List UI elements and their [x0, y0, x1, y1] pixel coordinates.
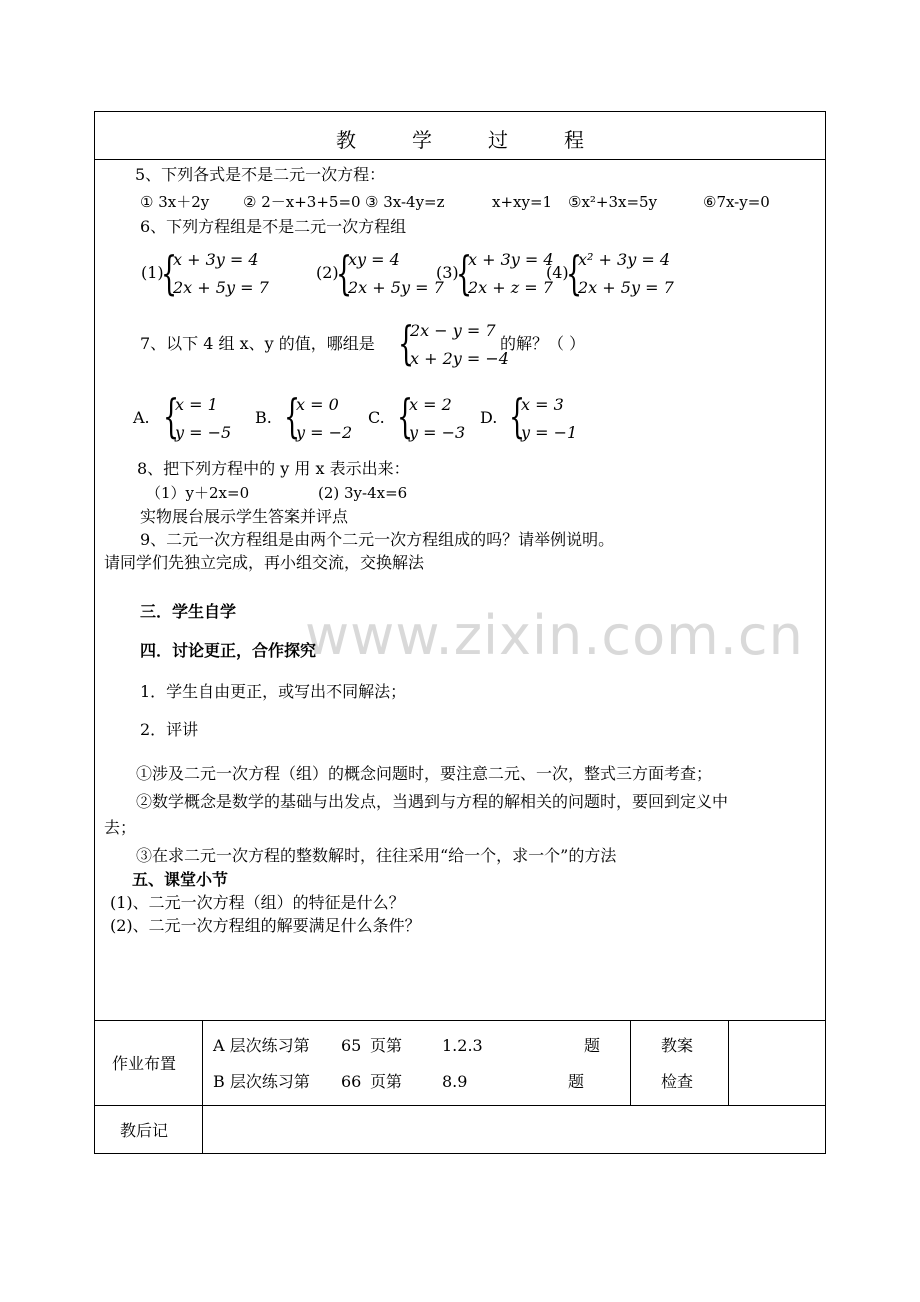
title-divider: [94, 159, 826, 160]
note-1: ①涉及二元一次方程（组）的概念问题时，要注意二元、一次，整式三方面考查；: [136, 764, 713, 783]
page-title: 教学过程: [336, 128, 640, 152]
q7-option-b-label: B.: [255, 408, 272, 427]
q7-option-a-label: A.: [133, 408, 150, 427]
q8-item-2: (2) 3y-4x=6: [318, 484, 408, 502]
q7-option-a-brace: {: [163, 389, 180, 443]
q5-item-5: ⑤x²+3x=5y: [568, 193, 658, 211]
q6-system-3-eq2: 2x + z = 7: [468, 278, 553, 297]
step-1: 1．学生自由更正，或写出不同解法；: [140, 682, 407, 701]
homework-b-mid: 页第: [370, 1072, 403, 1091]
q6-system-4-brace: {: [566, 246, 583, 300]
q6-system-4-label: (4): [546, 263, 569, 282]
check-col-divider-1: [630, 1020, 631, 1105]
q7-option-d-y: y = −1: [521, 423, 578, 442]
after-divider: [94, 1105, 826, 1106]
show-line: 实物展台展示学生答案并评点: [140, 507, 349, 526]
instruction-line: 请同学们先独立完成，再小组交流，交换解法: [104, 553, 425, 572]
q6-system-1-eq2: 2x + 5y = 7: [173, 278, 269, 297]
homework-a-mid: 页第: [370, 1036, 403, 1055]
q5-item-3: ③ 3x-4y=z: [365, 193, 445, 211]
q6-system-3-eq1: x + 3y = 4: [468, 250, 554, 269]
summary-1: (1)、二元一次方程（组）的特征是什么？: [110, 893, 405, 912]
q6-system-1-label: (1): [141, 263, 164, 282]
q7-option-a-x: x = 1: [175, 395, 218, 414]
check-col-divider-2: [728, 1020, 729, 1105]
q6-system-2-brace: {: [336, 246, 353, 300]
q6-system-3-brace: {: [456, 246, 473, 300]
note-3: ③在求二元一次方程的整数解时，往往采用“给一个，求一个”的方法: [136, 846, 617, 865]
q7-option-d-x: x = 3: [521, 395, 564, 414]
homework-b-nums: 8.9: [442, 1072, 468, 1091]
section-5-heading: 五、课堂小节: [132, 870, 229, 889]
q5-item-2: ② 2－x+3+5=0: [243, 193, 361, 211]
q8-text: 8、把下列方程中的 y 用 x 表示出来：: [137, 459, 410, 478]
q7-option-d-label: D.: [480, 408, 498, 427]
step-2: 2．评讲: [140, 720, 199, 739]
homework-divider: [94, 1020, 826, 1021]
q7-option-c-x: x = 2: [409, 395, 452, 414]
q7-eq1: 2x − y = 7: [410, 321, 496, 340]
label-col-divider: [202, 1020, 203, 1154]
q7-option-d-brace: {: [509, 389, 526, 443]
summary-2: (2)、二元一次方程组的解要满足什么条件？: [110, 916, 421, 935]
q7-option-b-brace: {: [284, 389, 301, 443]
watermark: www.zixin.com.cn: [305, 604, 804, 667]
q7-option-c-label: C.: [368, 408, 385, 427]
q7-option-a-y: y = −5: [175, 423, 232, 442]
section-4-heading: 四．讨论更正，合作探究: [140, 641, 317, 660]
homework-label: 作业布置: [112, 1054, 177, 1073]
check-label-1: 教案: [661, 1036, 694, 1055]
homework-a-nums: 1.2.3: [442, 1036, 483, 1055]
q5-item-6: ⑥7x-y=0: [703, 193, 770, 211]
q8-item-1: （1）y＋2x=0: [146, 484, 250, 502]
note-2b: 去；: [104, 818, 137, 837]
q7-eq2: x + 2y = −4: [410, 349, 509, 368]
homework-b-page: 66: [341, 1072, 362, 1091]
q7-option-c-brace: {: [397, 389, 414, 443]
note-2a: ②数学概念是数学的基础与出发点，当遇到与方程的解相关的问题时，要回到定义中: [136, 792, 729, 811]
homework-b-prefix: B 层次练习第: [213, 1072, 310, 1091]
q6-system-4-eq1: x² + 3y = 4: [578, 250, 670, 269]
q5-item-1: ① 3x＋2y: [140, 193, 210, 211]
homework-a-page: 65: [341, 1036, 362, 1055]
q9-text: 9、二元一次方程组是由两个二元一次方程组成的吗？请举例说明。: [140, 530, 615, 549]
check-label-2: 检查: [661, 1072, 694, 1091]
homework-a-end: 题: [584, 1036, 601, 1055]
q6-system-2-label: (2): [316, 263, 339, 282]
after-class-label: 教后记: [120, 1121, 169, 1140]
q7-system-brace: {: [398, 316, 415, 370]
q5-item-4: x+xy=1: [492, 193, 553, 211]
homework-b-end: 题: [568, 1072, 585, 1091]
q7-option-b-x: x = 0: [296, 395, 339, 414]
homework-a-prefix: A 层次练习第: [213, 1036, 310, 1055]
q5-text: 5、下列各式是不是二元一次方程：: [135, 165, 386, 184]
q7-prefix: 7、以下 4 组 x、y 的值，哪组是: [140, 334, 375, 353]
q6-system-1-eq1: x + 3y = 4: [173, 250, 259, 269]
q7-option-c-y: y = −3: [409, 423, 466, 442]
q6-system-2-eq2: 2x + 5y = 7: [348, 278, 444, 297]
q7-option-b-y: y = −2: [296, 423, 353, 442]
q6-system-1-brace: {: [161, 246, 178, 300]
q6-system-3-label: (3): [436, 263, 459, 282]
q6-text: 6、下列方程组是不是二元一次方程组: [140, 217, 407, 236]
q7-suffix: 的解？（ ）: [500, 334, 586, 353]
section-3-heading: 三．学生自学: [140, 602, 237, 621]
q6-system-4-eq2: 2x + 5y = 7: [578, 278, 674, 297]
q6-system-2-eq1: xy = 4: [348, 250, 400, 269]
